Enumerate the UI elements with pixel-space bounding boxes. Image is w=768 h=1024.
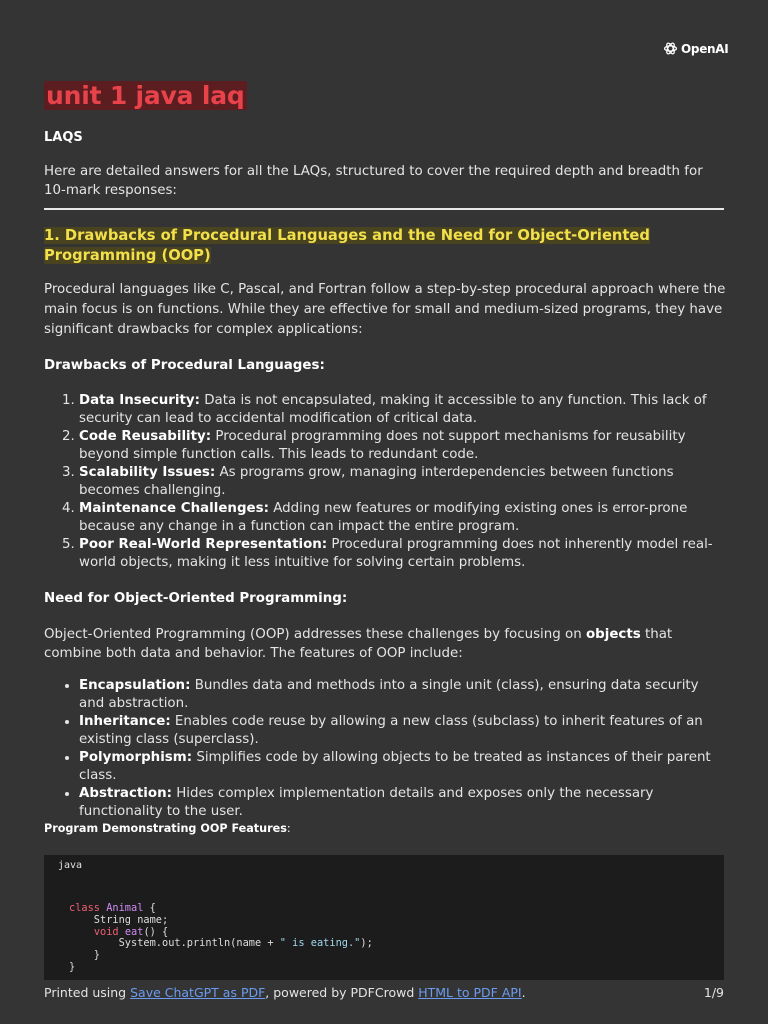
laqs-heading: LAQS <box>44 130 83 145</box>
code-text: { <box>143 902 156 914</box>
drawbacks-heading: Drawbacks of Procedural Languages: <box>44 358 325 373</box>
drawback-term: Code Reusability: <box>79 429 212 444</box>
section-1-title-text: 1. Drawbacks of Procedural Languages and the Need for Object-Oriented Programming (OOP) <box>44 227 650 264</box>
drawback-term: Data Insecurity: <box>79 393 200 408</box>
need-paragraph-end: that combine both data and behavior. The features of OOP include: <box>44 627 673 661</box>
drawback-text: Data is not encapsulated, making it accessible to any function. This lack of security can lead to accidental modification of critical data. <box>79 393 707 426</box>
code-keyword: class <box>69 902 100 914</box>
code-content[interactable] <box>69 903 373 974</box>
section-1-title <box>44 226 724 266</box>
page-number: 1/9 <box>703 985 724 1000</box>
list-item <box>79 500 728 536</box>
openai-logo-icon <box>663 41 678 56</box>
code-text: String name; <box>69 913 169 926</box>
features-list <box>44 677 728 821</box>
feature-term: Inheritance: <box>79 714 171 729</box>
code-method-name: eat <box>124 925 144 938</box>
list-item <box>79 749 728 785</box>
drawback-term: Scalability Issues: <box>79 465 216 480</box>
code-text: } <box>69 960 76 973</box>
feature-text: Simplifies code by allowing objects to be treated as instances of their parent class. <box>79 750 711 783</box>
feature-term: Polymorphism: <box>79 750 193 765</box>
need-paragraph-bold: objects <box>585 627 641 642</box>
openai-logo <box>663 41 728 56</box>
code-text: ); <box>360 937 373 950</box>
html-to-pdf-api-link[interactable]: HTML to PDF API <box>418 985 522 1000</box>
footer-text: . <box>521 985 526 1000</box>
footer-text: , powered by PDFCrowd <box>265 985 419 1000</box>
program-heading <box>44 821 291 837</box>
need-paragraph-start: Object-Oriented Programming (OOP) addresses these challenges by focusing on <box>44 627 586 642</box>
page-footer <box>44 985 724 1001</box>
need-heading: Need for Object-Oriented Programming: <box>44 591 348 606</box>
section-1-paragraph: Procedural languages like C, Pascal, and Fortran follow a step-by-step procedural approach where the main focus is on functions. While they are effective for small and medium-sized programs, they have significant drawbacks for complex applications: <box>44 282 726 337</box>
code-block[interactable] <box>44 855 724 980</box>
intro-paragraph: Here are detailed answers for all the LAQs, structured to cover the required depth and breadth for 10-mark responses: <box>44 164 703 198</box>
list-item <box>79 785 728 821</box>
footer-credit <box>44 985 526 1001</box>
list-item <box>79 428 728 464</box>
code-class-name: Animal <box>106 902 144 914</box>
feature-text: Bundles data and methods into a single unit (class), ensuring data security and abstraction. <box>79 678 699 711</box>
document-title: unit 1 java laq <box>46 81 245 110</box>
drawback-text: Procedural programming does not support mechanisms for reusability beyond simple function calls. This leads to redundant code. <box>79 429 686 462</box>
code-text: } <box>69 949 100 962</box>
need-paragraph <box>44 625 729 663</box>
program-heading-colon: : <box>286 822 291 835</box>
code-language-label: java <box>58 860 83 871</box>
drawback-text: As programs grow, managing interdependencies between functions becomes challenging. <box>79 465 674 498</box>
list-item <box>79 536 728 572</box>
list-item <box>79 464 728 500</box>
drawbacks-list <box>44 392 728 572</box>
drawback-text: Adding new features or modifying existing ones is error-prone because any change in a function can impact the entire program. <box>79 501 688 534</box>
feature-term: Abstraction: <box>79 786 172 801</box>
drawback-term: Maintenance Challenges: <box>79 501 269 516</box>
code-text: () { <box>143 925 169 938</box>
feature-text: Enables code reuse by allowing a new class (subclass) to inherit features of an existing class (superclass). <box>79 714 703 747</box>
program-heading-text: Program Demonstrating OOP Features <box>44 822 287 835</box>
feature-text: Hides complex implementation details and exposes only the necessary functionality to the user. <box>79 786 654 819</box>
code-string: " is eating." <box>279 937 361 950</box>
save-chatgpt-link[interactable]: Save ChatGPT as PDF <box>130 985 266 1000</box>
footer-text: Printed using <box>44 985 131 1000</box>
horizontal-rule <box>44 208 724 210</box>
list-item <box>79 392 728 428</box>
list-item <box>79 677 728 713</box>
code-text: System.out.println(name + <box>69 937 280 950</box>
drawback-term: Poor Real-World Representation: <box>79 537 328 552</box>
drawback-text: Procedural programming does not inherently model real-world objects, making it less intuitive for solving certain problems. <box>79 537 713 570</box>
code-keyword: void <box>93 925 119 938</box>
openai-logo-text: OpenAI <box>681 41 729 56</box>
feature-term: Encapsulation: <box>79 678 191 693</box>
list-item <box>79 713 728 749</box>
